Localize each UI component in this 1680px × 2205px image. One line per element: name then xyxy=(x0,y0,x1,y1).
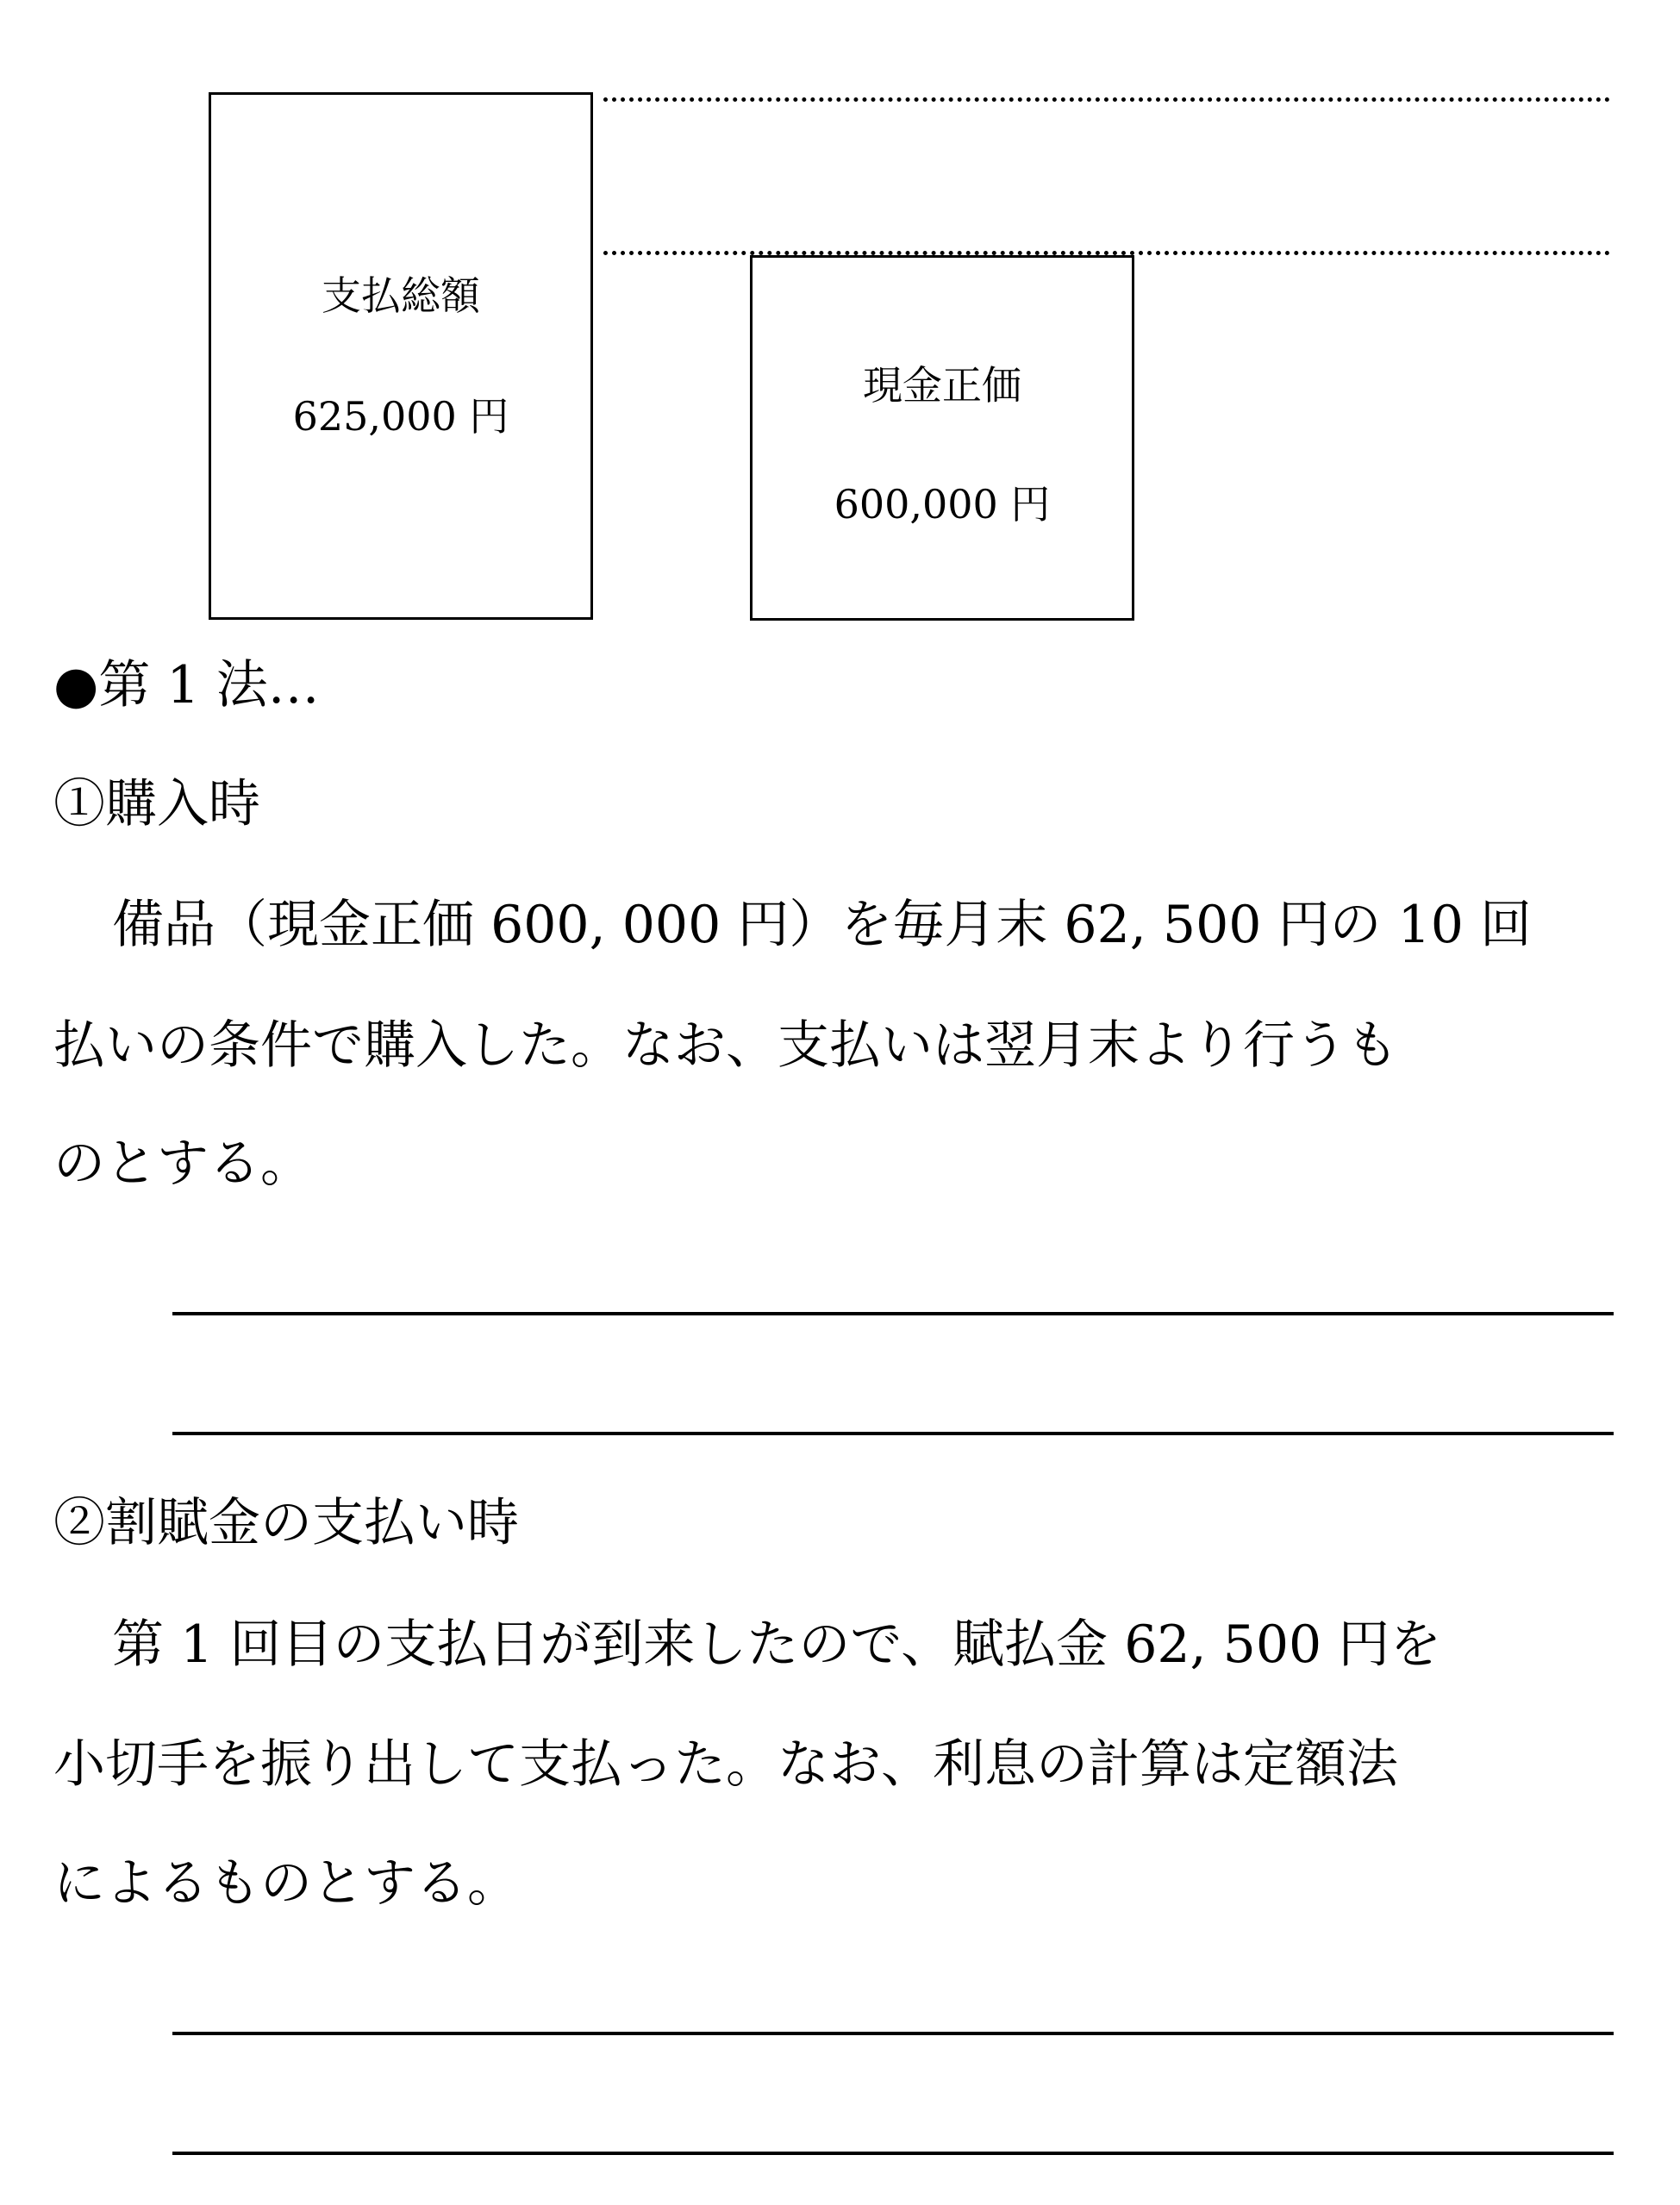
step2-title: ②割賦金の支払い時 xyxy=(53,1493,519,1553)
cash-price-amount: 600,000 円 xyxy=(834,481,1051,528)
answer-line xyxy=(172,1312,1614,1315)
total-payment-label: 支払総額 xyxy=(322,272,480,319)
method-title: ●第 1 法… xyxy=(53,655,320,715)
step1-line-3: のとする。 xyxy=(53,1134,312,1194)
total-payment-box xyxy=(209,92,593,620)
cash-price-box xyxy=(750,255,1134,621)
answer-line xyxy=(172,1432,1614,1435)
answer-line xyxy=(172,2032,1614,2035)
step2-line-3: によるものとする。 xyxy=(53,1853,519,1914)
answer-line xyxy=(172,2152,1614,2155)
cash-price-label: 現金正価 xyxy=(863,362,1021,409)
dotted-guide-top xyxy=(603,97,1610,102)
step2-line-2: 小切手を振り出して支払った。なお、利息の計算は定額法 xyxy=(53,1734,1398,1795)
step2-line-1: 第 1 回目の支払日が到来したので、賦払金 62, 500 円を xyxy=(112,1615,1442,1675)
step1-title: ①購入時 xyxy=(53,774,260,834)
step1-line-2: 払いの条件で購入した。なお、支払いは翌月末より行うも xyxy=(53,1015,1398,1076)
total-payment-amount: 625,000 円 xyxy=(292,393,509,440)
step1-line-1: 備品（現金正価 600, 000 円）を毎月末 62, 500 円の 10 回 xyxy=(112,895,1532,955)
